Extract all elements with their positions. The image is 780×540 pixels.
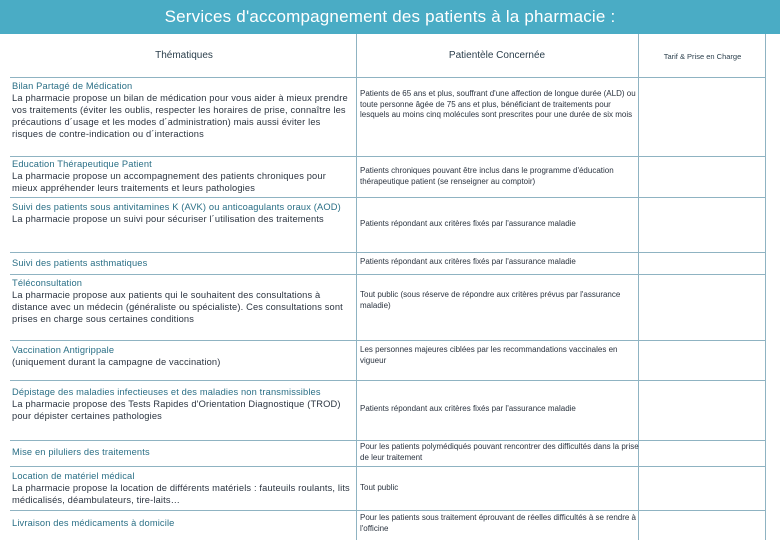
service-title: Suivi des patients sous antivitamines K (AVK) ou anticoagulants oraux (AOD) (12, 202, 341, 212)
service-title: Location de matériel médical (12, 471, 135, 481)
header-divider (10, 77, 766, 78)
service-cell (12, 158, 352, 194)
patient-cell: Patients chroniques pouvant être inclus dans le programme d'éducation thérapeutique patient (se renseigner au comptoir) (360, 166, 614, 186)
service-description: La pharmacie propose un bilan de médication pour vous aider à mieux prendre vos traitements (éviter les oublis, respecter les horaires de prise, connaître les précautions d´usage et les modes d´administration) mais aussi éviter les risques de contre-indication ou d´interactions (12, 93, 348, 139)
service-cell (12, 257, 352, 269)
service-description: La pharmacie propose la location de différents matériels : fauteuils roulants, lits médicalisés, déambulateurs, tire-laits… (12, 483, 350, 505)
column-header-theme: Thématiques (155, 50, 213, 61)
patient-cell: Patients répondant aux critères fixés par l'assurance maladie (360, 219, 576, 228)
service-title: Livraison des médicaments à domicile (12, 518, 175, 528)
column-header-price: Tarif & Prise en Charge (663, 52, 742, 61)
row-divider (10, 156, 766, 157)
row-divider (10, 197, 766, 198)
service-cell (12, 517, 352, 529)
service-cell (12, 386, 352, 422)
service-cell (12, 201, 352, 225)
service-title: Education Thérapeutique Patient (12, 159, 152, 169)
row-divider (10, 274, 766, 275)
column-header-patient: Patientèle Concernée (448, 50, 546, 61)
row-divider (10, 340, 766, 341)
service-cell (12, 80, 352, 140)
table-right-border (765, 34, 766, 540)
service-description: La pharmacie propose des Tests Rapides d'Orientation Diagnostique (TROD) pour dépister certaines pathologies (12, 399, 341, 421)
service-title: Mise en piluliers des traitements (12, 447, 150, 457)
service-description: La pharmacie propose un suivi pour sécuriser l´utilisation des traitements (12, 214, 324, 224)
patient-cell: Tout public (360, 483, 399, 492)
service-title: Vaccination Antigrippale (12, 345, 115, 355)
service-description: La pharmacie propose un accompagnement des patients chroniques pour mieux appréhender leurs traitements et leurs pathologies (12, 171, 326, 193)
page-title: Services d'accompagnement des patients à la pharmacie : (164, 7, 616, 26)
service-title: Dépistage des maladies infectieuses et des maladies non transmissibles (12, 387, 321, 397)
service-title: Suivi des patients asthmatiques (12, 258, 148, 268)
service-description: La pharmacie propose aux patients qui le souhaitent des consultations à distance avec un médecin (généraliste ou spécialiste). Ces consultations sont prises en charge sous certaines conditions (12, 290, 343, 324)
service-title: Bilan Partagé de Médication (12, 81, 133, 91)
row-divider (10, 252, 766, 253)
service-title: Téléconsultation (12, 278, 83, 288)
patient-cell: Patients répondant aux critères fixés par l'assurance maladie (360, 257, 576, 266)
service-cell (12, 277, 352, 325)
row-divider (10, 466, 766, 467)
service-cell (12, 470, 352, 506)
service-cell (12, 344, 352, 368)
service-cell (12, 446, 352, 458)
patient-cell: Pour les patients sous traitement éprouvant de réelles difficultés à se rendre à l'officine (360, 513, 637, 533)
patient-cell: Patients de 65 ans et plus, souffrant d'une affection de longue durée (ALD) ou toute personne âgée de 75 ans et plus, bénéficiant de traitements pour lesquels au moins cinq molécules sont prescrites pour une durée de six mois (360, 89, 636, 119)
row-divider (10, 510, 766, 511)
patient-cell: Patients répondant aux critères fixés par l'assurance maladie (360, 404, 576, 413)
column-divider (356, 34, 357, 540)
header-banner (0, 0, 780, 34)
row-divider (10, 440, 766, 441)
patient-cell: Tout public (sous réserve de répondre aux critères prévus par l'assurance maladie) (360, 290, 621, 310)
row-divider (10, 380, 766, 381)
patient-cell: Les personnes majeures ciblées par les recommandations vaccinales en vigueur (360, 345, 618, 365)
service-description: (uniquement durant la campagne de vaccination) (12, 357, 221, 367)
patient-cell: Pour les patients polymédiqués pouvant rencontrer des difficultés dans la prise de leur traitement (360, 442, 639, 462)
